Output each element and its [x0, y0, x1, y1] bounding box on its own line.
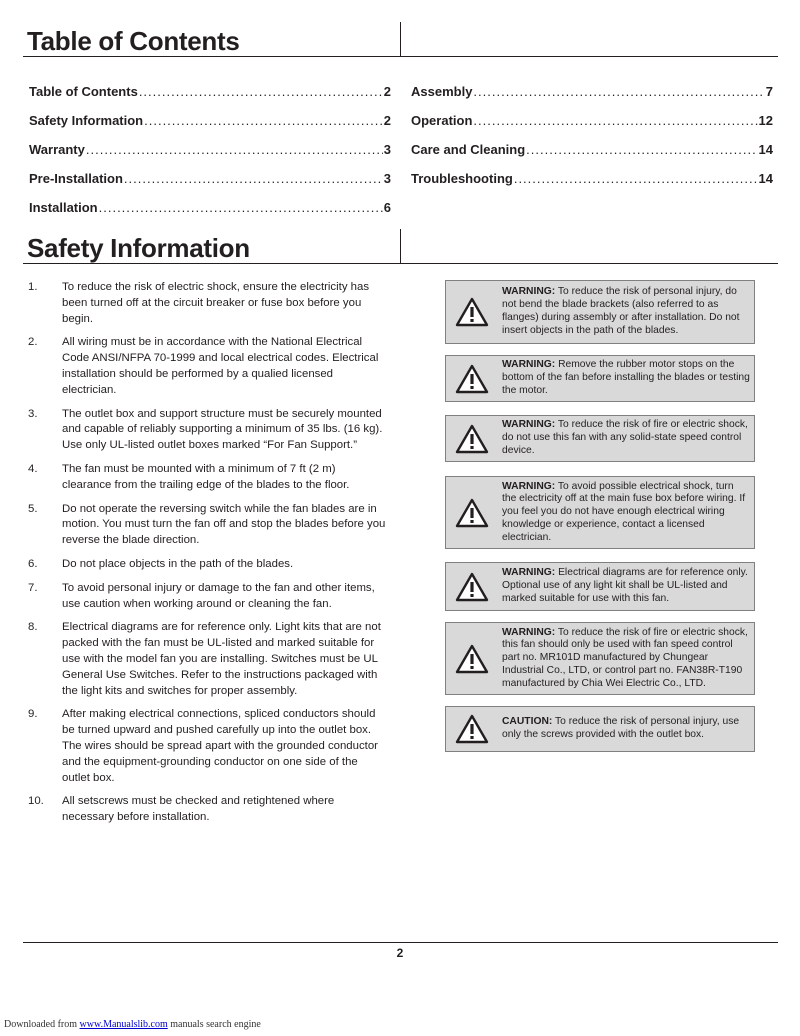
toc-entry-label: Installation — [29, 200, 98, 215]
download-suffix: manuals search engine — [167, 1019, 261, 1030]
safety-item — [28, 581, 388, 613]
toc-leader — [473, 114, 757, 128]
toc-header — [23, 22, 401, 57]
toc-entry[interactable] — [29, 99, 391, 128]
toc-entry-page: 2 — [383, 113, 391, 128]
item-number: 8. — [28, 621, 38, 634]
toc-left-column — [29, 70, 391, 215]
item-number: 3. — [28, 407, 38, 420]
item-text: To reduce the risk of electric shock, ensure the electricity has been turned off at the circuit breaker or fuse box before you begin. — [62, 281, 370, 325]
warning-triangle-icon — [446, 572, 498, 602]
toc-entry[interactable] — [411, 157, 773, 186]
warning-box — [445, 355, 755, 402]
toc-entry-label: Care and Cleaning — [411, 142, 526, 157]
toc-entry[interactable] — [411, 128, 773, 157]
toc-entry-label: Safety Information — [29, 113, 144, 128]
item-number: 6. — [28, 557, 38, 570]
toc-entry-page: 7 — [765, 84, 773, 99]
safety-item — [28, 407, 388, 454]
warning-triangle-icon — [446, 714, 498, 744]
toc-entry[interactable] — [29, 186, 391, 215]
safety-title: Safety Information — [27, 233, 250, 263]
item-text: The fan must be mounted with a minimum of 7 ft (2 m) clearance from the trailing edge of the blades to the floor. — [62, 462, 350, 491]
toc-entry-label: Assembly — [411, 84, 473, 99]
warning-box — [445, 476, 755, 549]
safety-item — [28, 462, 388, 494]
item-number: 10. — [28, 795, 44, 808]
item-text: All setscrews must be checked and retightened where necessary before installation. — [62, 795, 335, 824]
warning-label: WARNING: — [502, 286, 556, 298]
toc-leader — [99, 201, 383, 215]
toc-entry[interactable] — [411, 70, 773, 99]
warning-text: To reduce the risk of fire or electric shock, do not use this fan with any solid-state speed control device. — [502, 419, 748, 456]
toc-entry[interactable] — [29, 157, 391, 186]
toc-entry-page: 3 — [383, 171, 391, 186]
item-number: 5. — [28, 502, 38, 515]
toc-entry-label: Operation — [411, 113, 473, 128]
safety-header — [23, 229, 401, 264]
footer-rule — [23, 942, 778, 943]
warning-text: To reduce the risk of fire or electric shock, this fan should only be used with fan speed control part no. MR101D manufactured by Chungear Industrial Co., LTD, or control part no. FAN38R-T190 manufactured by Chia Wei Electric Co., LTD. — [502, 626, 748, 689]
warning-text: Electrical diagrams are for reference only. Optional use of any light kit shall be UL-listed and marked suitable for use with this fan. — [502, 567, 748, 604]
safety-item — [28, 794, 388, 826]
warning-triangle-icon — [446, 424, 498, 454]
toc-entry[interactable] — [29, 128, 391, 157]
warning-box — [445, 280, 755, 344]
safety-item — [28, 620, 388, 699]
warning-text: To reduce the risk of personal injury, do not bend the blade brackets (also referred to as flanges) during assembly or after installation. Do not insert objects in the path of the blades. — [502, 286, 740, 336]
warning-triangle-icon — [446, 498, 498, 528]
warning-label: WARNING: — [502, 626, 556, 638]
item-text: Electrical diagrams are for reference only. Light kits that are not packed with the fan must be UL-listed and marked suitable for use with the model fan you are installing. Switches must be UL General Use Switches. Refer to the instructions packaged with the light kits and switches for proper assembly. — [62, 621, 381, 697]
toc-entry-label: Warranty — [29, 142, 85, 157]
header-divider — [400, 229, 401, 263]
toc-entry-page: 12 — [758, 113, 773, 128]
toc-entry-label: Troubleshooting — [411, 171, 513, 186]
warning-box — [445, 415, 755, 462]
warning-text: Remove the rubber motor stops on the bottom of the fan before installing the blades or testing the motor. — [502, 359, 750, 396]
safety-item — [28, 557, 388, 573]
safety-item — [28, 502, 388, 549]
toc-title: Table of Contents — [27, 26, 240, 56]
manualslib-link[interactable]: www.Manualslib.com — [79, 1019, 168, 1030]
toc-header-rule — [23, 56, 778, 57]
caution-box — [445, 706, 755, 752]
item-text: The outlet box and support structure must be securely mounted and capable of reliably supporting a minimum of 35 lbs. (16 kg). Use only UL-listed outlet boxes marked “For Fan Support.” — [62, 407, 383, 452]
toc-right-column — [411, 70, 773, 186]
item-number: 1. — [28, 281, 38, 293]
item-number: 4. — [28, 462, 38, 475]
toc-entry-label: Pre-Installation — [29, 171, 123, 186]
warning-box — [445, 562, 755, 611]
item-text: To avoid personal injury or damage to the fan and other items, use caution when working around or cleaning the fan. — [62, 581, 375, 610]
header-divider — [400, 22, 401, 56]
item-number: 7. — [28, 581, 38, 594]
toc-entry-page: 6 — [383, 200, 391, 215]
toc-leader — [86, 143, 383, 157]
toc-entry[interactable] — [29, 70, 391, 99]
item-text: All wiring must be in accordance with the National Electrical Code ANSI/NFPA 70-1999 and local electrical codes. Electrical installation should be performed by a qualied licensed electrician. — [62, 336, 379, 396]
toc-entry-label: Table of Contents — [29, 84, 138, 99]
warning-text: To avoid possible electrical shock, turn the electricity off at the main fuse box before wiring. If you feel you do not have enough electrical wiring knowledge or experience, contact a licensed electrician. — [502, 480, 746, 543]
toc-leader — [144, 114, 383, 128]
toc-leader — [514, 172, 758, 186]
item-number: 9. — [28, 708, 38, 721]
warning-label: WARNING: — [502, 359, 556, 371]
safety-header-rule — [23, 263, 778, 264]
warning-label: WARNING: — [502, 567, 556, 579]
warning-label: CAUTION: — [502, 716, 553, 728]
warning-text: To reduce the risk of personal injury, use only the screws provided with the outlet box. — [502, 716, 740, 740]
warning-triangle-icon — [446, 297, 498, 327]
safety-list — [28, 280, 388, 834]
toc-entry-page: 3 — [383, 142, 391, 157]
toc-leader — [473, 85, 764, 99]
toc-leader — [139, 85, 383, 99]
item-number: 2. — [28, 336, 38, 349]
toc-entry[interactable] — [411, 99, 773, 128]
download-prefix: Downloaded from — [4, 1019, 80, 1030]
safety-item — [28, 707, 388, 786]
warning-label: WARNING: — [502, 480, 556, 492]
warning-box — [445, 622, 755, 695]
item-text: Do not operate the reversing switch while the fan blades are in motion. You must turn the fan off and stop the blades before you reverse the blade direction. — [62, 502, 386, 547]
toc-entry-page: 14 — [758, 171, 773, 186]
safety-item — [28, 280, 388, 327]
warning-triangle-icon — [446, 644, 498, 674]
item-text: Do not place objects in the path of the blades. — [62, 557, 294, 570]
toc-leader — [526, 143, 757, 157]
warning-label: WARNING: — [502, 419, 556, 431]
download-credit — [4, 1019, 261, 1030]
toc-entry-page: 2 — [383, 84, 391, 99]
item-text: After making electrical connections, spliced conductors should be turned upward and pushed carefully up into the outlet box. The wires should be spread apart with the grounded conductor and the equipment-grounding conductor on one side of the outlet box. — [62, 708, 378, 784]
safety-item — [28, 335, 388, 398]
toc-entry-page: 14 — [758, 142, 773, 157]
toc-leader — [124, 172, 383, 186]
warning-triangle-icon — [446, 364, 498, 394]
page-number: 2 — [396, 946, 404, 960]
